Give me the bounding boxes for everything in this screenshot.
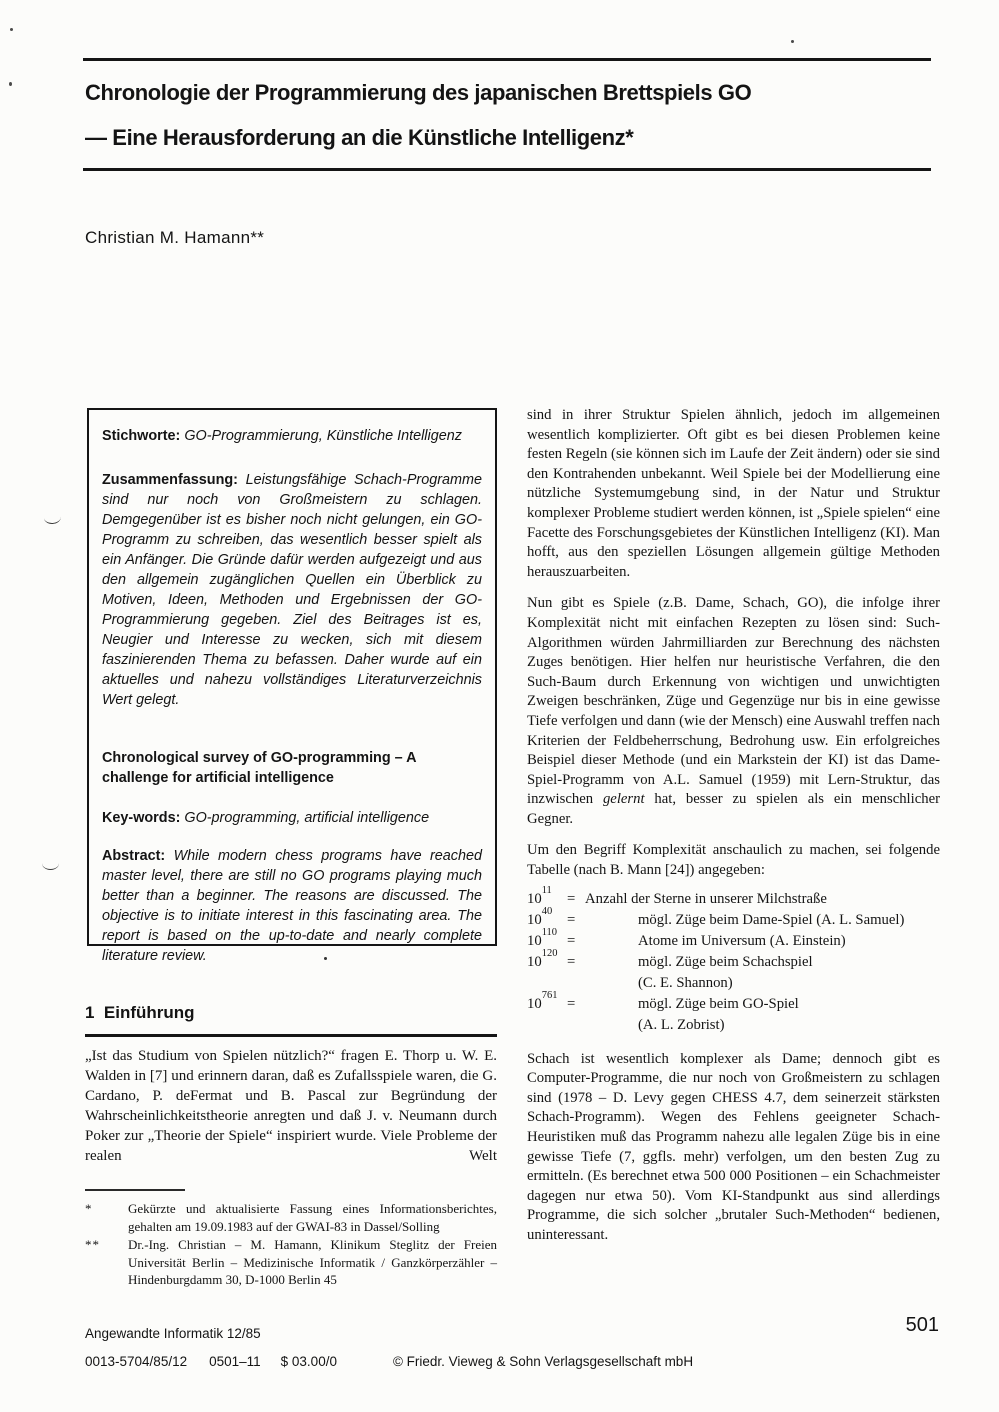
- power-value: $10^{40}$: [527, 905, 553, 928]
- english-title: Chronological survey of GO-programming – A challenge for artificial intelligence: [102, 750, 416, 786]
- author-name: Christian M. Hamann**: [85, 228, 265, 247]
- article-title-line1: Chronologie der Programmierung des japanischen Brettspiels GO: [85, 80, 752, 105]
- equals-sign: =: [567, 911, 576, 928]
- price-code: $ 03.00/0: [280, 1354, 337, 1369]
- emphasized-word: gelernt: [602, 791, 645, 808]
- abstract-keywords-box: [87, 408, 497, 964]
- table-description-line: mögl. Züge beim Schachspiel: [638, 953, 813, 970]
- power-value: $10^{120}$: [527, 947, 558, 970]
- title-divider-rule: [83, 168, 931, 171]
- complexity-table: [527, 884, 940, 1036]
- body-paragraph: [527, 594, 940, 829]
- margin-mark: [42, 862, 59, 870]
- equals-sign: =: [567, 890, 576, 907]
- power-value: $10^{110}$: [527, 926, 558, 949]
- copyright-notice: © Friedr. Vieweg & Sohn Verlagsgesellschaft mbH: [392, 1354, 694, 1369]
- table-row: [527, 926, 940, 952]
- scan-artifact: [9, 82, 12, 86]
- body-paragraph: sind in ihrer Struktur Spielen ähnlich, jedoch im allgemeinen wesentlich komplizierter. Oft gibt es bei diesen Problemen keine festen Regeln (sie können sich im Laufe der Zeit ändern) oder sie sind den Kontrahenden unbekannt. Weil Spiele bei der Modellierung eine nützliche Systemumgebung sind, in der Natur und Struktur komplexer Probleme studiert werden können, ist „Spiele spielen“ eine Facette des Forschungsgebietes der Künstlichen Intelligenz (KI). Man hofft, aus den speziellen Lösungen allgemein gültige Methoden herauszuarbeiten.: [527, 407, 940, 580]
- publication-codes: [85, 1354, 693, 1369]
- page-number: 501: [905, 1314, 939, 1336]
- power-value: $10^{761}$: [527, 989, 558, 1012]
- footnote-marker: *: [85, 1201, 93, 1216]
- table-description: Anzahl der Sterne in unserer Milchstraße: [585, 890, 827, 907]
- table-description: [585, 994, 940, 1036]
- keywords-label: Key-words:: [102, 810, 181, 826]
- table-description-line: (A. L. Zobrist): [638, 1016, 725, 1033]
- footnote-item: [85, 1200, 497, 1235]
- table-row: [527, 884, 940, 910]
- equals-sign: =: [567, 995, 576, 1012]
- zusammenfassung-text: Leistungsfähige Schach-Programme sind nur noch von Großmeistern zu schlagen. Demgegenüber ist es bisher noch nicht gelungen, ein GO-Programm zu schreiben, das wesentlich besser spielt als ein Anfänger. Die Gründe dafür werden aufgezeigt und aus den allgemein zugänglichen Quellen ein Überblick zu Motiven, Ideen, Methoden und Ergebnissen der GO-Programmierung gegeben. Ziel des Beitrages ist es, Neugier und Interesse zu wecken, sich mit diesem faszinierenden Thema zu befassen. Daher wurde auf ein aktuelles und nahezu vollständiges Literaturverzeichnis Wert gelegt.: [102, 472, 482, 708]
- article-title-line2: — Eine Herausforderung an die Künstliche Intelligenz*: [85, 125, 634, 150]
- table-description: Atome im Universum (A. Einstein): [638, 932, 846, 949]
- stichworte-value: GO-Programmierung, Künstliche Intelligenz: [184, 428, 462, 444]
- table-description: mögl. Züge beim Dame-Spiel (A. L. Samuel): [638, 911, 905, 928]
- section-heading-rule: [85, 1034, 497, 1037]
- top-rule: [83, 58, 931, 61]
- power-value: $10^{11}$: [527, 884, 552, 907]
- table-row: [527, 905, 940, 931]
- paragraph-text: hat, besser zu spielen als ein menschlicher Gegner.: [527, 791, 940, 827]
- section-heading-einfuehrung: 1 Einführung: [85, 1003, 195, 1022]
- abstract-text: While modern chess programs have reached master level, there are still no GO programs playing much better than a beginner. The reasons are discussed. The objective is to initiate interest in this fascinating area. The report is based on the up-to-date and nearly complete literature review.: [102, 848, 483, 964]
- footnotes: [85, 1200, 497, 1289]
- margin-mark: [44, 516, 61, 525]
- scan-artifact: [791, 40, 794, 43]
- abstract-paragraph: [102, 846, 482, 966]
- footnote-rule: [85, 1189, 185, 1191]
- right-column: [527, 406, 940, 1258]
- equals-sign: =: [567, 953, 576, 970]
- paragraph-text: Nun gibt es Spiele (z.B. Dame, Schach, GO), die infolge ihrer Komplexität nicht mit einfachen Rezepten zu lösen sind: Such-Algorithmen würden Jahrmilliarden zur Berechnung des nächsten Zuges benötigen. Hier helfen nur heuristische Verfahren, die den Such-Baum durch Erkennung von wichtigen und unwichtigten Zweigen beschränken, Züge und Gegenzüge nur bis in eine gewisse Tiefe verfolgen und dann (wie der Mensch) eine Auswahl treffen nach Kriterien der Feldbeherrschung, Bedrohung usw. Ein erfolgreiches Beispiel dieser Methode (und ein Markstein der KI) ist das Dame-Spiel-Programm von A.L. Samuel (1959) mit Lern-Struktur, das inzwischen: [527, 595, 940, 808]
- footnote-item: [85, 1236, 497, 1289]
- footnote-text: Gekürzte und aktualisierte Fassung eines Informationsberichtes, gehalten am 19.09.1983 auf der GWAI-83 in Dassel/Solling: [128, 1201, 497, 1234]
- journal-name: Angewandte Informatik 12/85: [85, 1326, 261, 1341]
- table-intro-paragraph: Um den Begriff Komplexität anschaulich zu machen, sei folgende Tabelle (nach B. Mann [24]) angegeben:: [527, 842, 940, 879]
- intro-paragraph: „Ist das Studium von Spielen nützlich?“ fragen E. Thorp u. W. E. Walden in [7] und erinnern daran, daß es Zufallsspiele waren, die G. Cardano, P. deFermat und B. Pascal zur Begründung der Wahrscheinlichkeitstheorie anregten und daß J. v. Neumann durch Poker zur „Theorie der Spiele“ inspiriert wurde. Viele Probleme der realen Welt: [85, 1048, 497, 1164]
- scan-artifact: [10, 28, 13, 31]
- keywords-line: [102, 808, 482, 828]
- keywords-value: GO-programming, artificial intelligence: [184, 810, 430, 826]
- table-description-line: (C. E. Shannon): [638, 974, 733, 991]
- page-range-code: 0501–11: [209, 1354, 261, 1369]
- scan-artifact: [324, 957, 327, 960]
- issn-code: 0013-5704/85/12: [85, 1354, 188, 1369]
- stichworte-label: Stichworte:: [102, 428, 181, 444]
- stichworte-line: [102, 426, 482, 446]
- equals-sign: =: [567, 932, 576, 949]
- table-row: [527, 947, 940, 994]
- footnote-text: Dr.-Ing. Christian – M. Hamann, Klinikum Steglitz der Freien Universität Berlin – Medizinische Informatik / Ganzkörperzähler – Hindenburgdamm 30, D-1000 Berlin 45: [128, 1237, 497, 1287]
- zusammenfassung-label: Zusammenfassung:: [102, 472, 238, 488]
- article-title: [85, 80, 955, 151]
- body-paragraph: Schach ist wesentlich komplexer als Dame; dennoch gibt es Computer-Programme, die nur noch von Großmeistern zu schlagen sind (1978 – D. Levy gegen CHESS 4.7, dem seinerzeit stärksten Schach-Programm). Wegen des Fehlens geeigneter Schach-Heuristiken muß das Programm nahezu alle legalen Züge bis in eine gewisse Tiefe (7, ggfls. mehr) verfolgen, um den besten Zug zu ermitteln. (Es berechnet etwa 500 000 Positionen – ein Schachmeister dagegen nur etwa 50). Vom KI-Standpunkt aus sind allerdings Programme, die sich solcher „brutaler Such-Methoden“ bedienen, uninteressant.: [527, 1050, 940, 1243]
- table-description: [585, 952, 940, 994]
- zusammenfassung-paragraph: [102, 470, 482, 710]
- table-description-line: mögl. Züge beim GO-Spiel: [638, 995, 799, 1012]
- table-row: [527, 989, 940, 1036]
- footnote-marker: **: [85, 1237, 100, 1252]
- abstract-label: Abstract:: [102, 848, 166, 864]
